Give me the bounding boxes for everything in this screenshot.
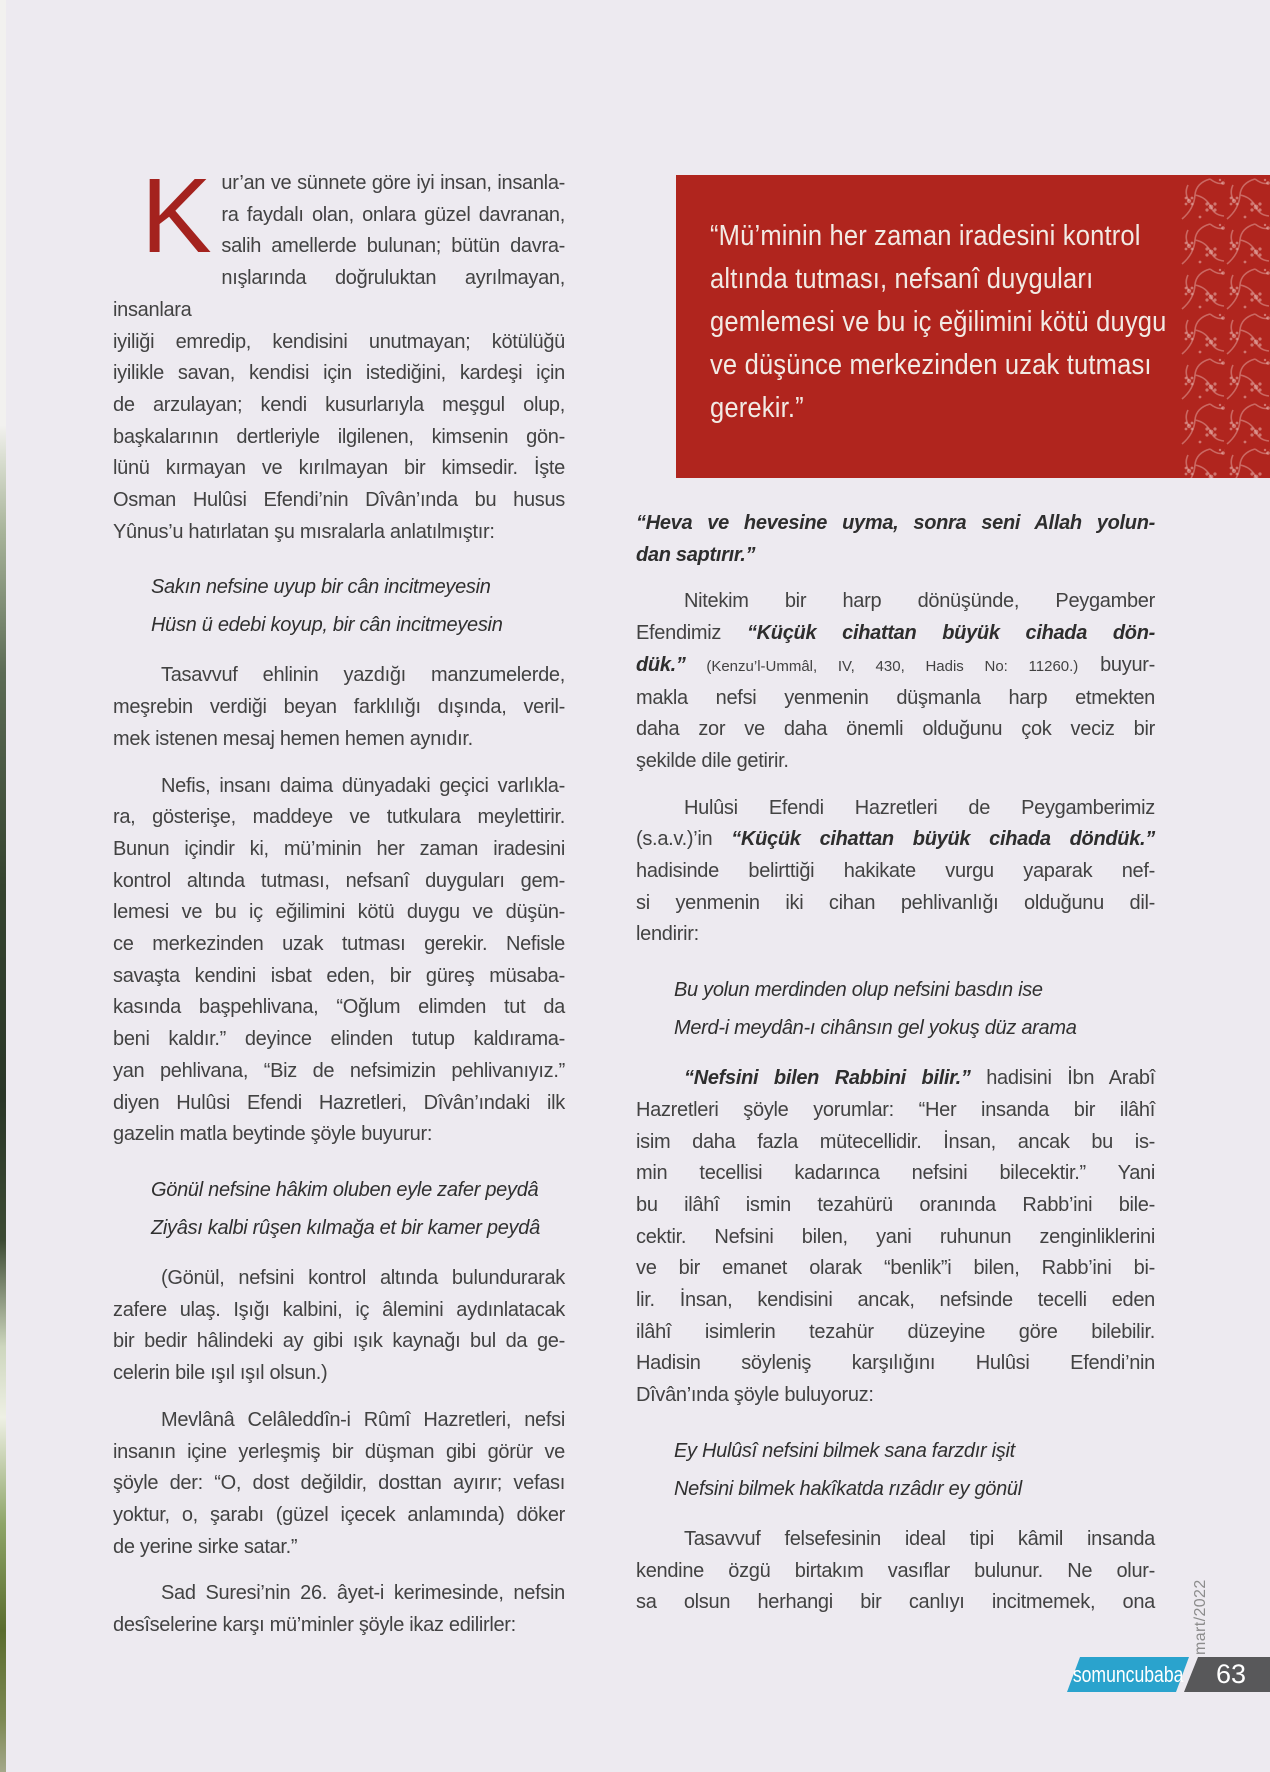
text-segment: dan saptırır.” [636, 543, 756, 566]
text-line: beni kaldır.” deyince elinden tutup kaldırama- [113, 1028, 565, 1051]
text-line: sa olsun herhangi bir canlıyı incitmemek, ona [636, 1591, 1155, 1614]
text-line: ra, gösterişe, maddeye ve tutkulara meylettirir. [113, 806, 565, 829]
text-line: Hadisin söyleniş karşılığını Hulûsi Efendi’nin [636, 1352, 1155, 1375]
text-line: lir. İnsan, kendisini ancak, nefsinde tecelli eden [636, 1289, 1155, 1312]
text-line: başkalarının dertleriyle ilgilenen, kimsenin gön- [113, 425, 565, 448]
text-line: de yerine sirke satar.” [113, 1535, 298, 1558]
text-line: Bunun içindir ki, mü’minin her zaman iradesini [113, 837, 565, 860]
text-line: yoktur, o, şarabı (güzel içecek anlamında) döker [113, 1503, 565, 1526]
text-line: Gönül nefsine hâkim oluben eyle zafer peydâ [151, 1178, 539, 1201]
text-line: savaşta kendini isbat eden, bir güreş müsaba- [113, 964, 565, 987]
text-segment: hadisini İbn Arabî [970, 1067, 1155, 1090]
pull-quote-line: gemlemesi ve bu iç eğilimini kötü duygu [710, 306, 1167, 338]
text-line: lünü kırmayan ve kırılmayan bir kimsedir. İşte [113, 457, 565, 480]
text-segment: “Küçük cihattan büyük cihada dön- [746, 622, 1156, 645]
text-line: Osman Hulûsi Efendi’nin Dîvân’ında bu husus [113, 489, 565, 512]
text-segment: “Nefsini bilen Rabbini bilir.” [684, 1067, 971, 1090]
text-line: mek istenen mesaj hemen hemen aynıdır. [113, 727, 473, 750]
text-line [636, 824, 1155, 856]
text-line: Tasavvuf ehlinin yazdığı manzumelerde, [161, 664, 565, 687]
text-line: Ziyâsı kalbi rûşen kılmağa et bir kamer peydâ [151, 1216, 540, 1239]
text-line: diyen Hulûsi Efendi Hazretleri, Dîvân’ındaki ilk [113, 1091, 565, 1114]
pull-quote-box [676, 175, 1270, 478]
text-line: Nefis, insanı daima dünyadaki geçici varlıkla- [161, 774, 565, 797]
brand-badge-label [1067, 1657, 1189, 1692]
pull-quote-line: ve düşünce merkezinden uzak tutması [710, 349, 1152, 381]
text-line: Nefsini bilmek hakîkatda rızâdır ey gönül [674, 1477, 1022, 1500]
text-segment: (Kenzu’l-Ummâl, IV, 430, Hadis No: 11260.) [685, 657, 1079, 675]
text-line: bu ilâhî ismin tezahürü oranında Rabb’ini bile- [636, 1193, 1155, 1216]
text-line: kasında başpehlivana, “Oğlum elimden tut da [113, 996, 565, 1019]
page-edge-photo-sliver [0, 0, 6, 1772]
text-line: Nitekim bir harp dönüşünde, Peygamber [684, 590, 1155, 613]
text-line: Bu yolun merdinden olup nefsini basdın ise [674, 979, 1043, 1002]
text-line: meşrebin verdiği beyan farklılığı dışında, veril- [113, 696, 565, 719]
text-line: lendirir: [636, 923, 699, 946]
pull-quote-text [710, 215, 1190, 430]
text-line: si yenmenin iki cihan pehlivanlığı olduğunu dil- [636, 891, 1155, 914]
pull-quote-line: gerekir.” [710, 392, 804, 424]
text-line: Ey Hulûsî nefsini bilmek sana farzdır işit [674, 1439, 1015, 1462]
paragraph [636, 793, 1155, 952]
text-line: ve bir emanet olarak “benlik”i bilen, Rabb’ini bi- [636, 1257, 1155, 1280]
text-line: şöyle der: “O, dost değildir, dosttan ayırır; vefası [113, 1472, 565, 1495]
text-line [636, 508, 1155, 540]
paragraph [636, 508, 1155, 571]
text-line [636, 650, 1155, 683]
text-line: bir bedir hâlindeki ay gibi ışık kaynağı bul da ge- [113, 1330, 565, 1353]
poem-couplet [674, 1432, 1155, 1508]
floral-pattern [1180, 175, 1270, 478]
paragraph [113, 1263, 565, 1390]
issue-date-label: mart/2022 [1192, 1579, 1209, 1655]
text-line: gazelin matla beytinde şöyle buyurur: [113, 1123, 433, 1146]
text-line: Merd-i meydân-ı cihânsın gel yokuş düz arama [674, 1017, 1077, 1040]
text-line: hadisinde belirttiği hakikate vurgu yaparak nef- [636, 860, 1155, 883]
text-line [636, 1063, 1155, 1095]
text-segment: buyur- [1078, 653, 1155, 676]
drop-cap: K [141, 157, 212, 275]
text-line: de arzulayan; kendi kusurlarıyla meşgul olup, [113, 393, 565, 416]
text-line: Yûnus’u hatırlatan şu mısralarla anlatılmıştır: [113, 520, 495, 543]
text-line: cektir. Nefsini bilen, yani ruhunun zenginliklerini [636, 1225, 1155, 1248]
text-line: ilâhî isimlerin tezahür düzeyine göre bilebilir. [636, 1320, 1155, 1343]
magazine-title: somuncubaba [1072, 1661, 1184, 1687]
text-line: salih amellerde bulunan; bütün davra- [221, 235, 565, 258]
paragraph [636, 1524, 1155, 1619]
text-line: Hazretleri şöyle yorumlar: “Her insanda bir ilâhî [636, 1098, 1155, 1121]
poem-couplet [151, 1171, 565, 1247]
page-number: 63 [1215, 1659, 1247, 1689]
text-line: Mevlânâ Celâleddîn-i Rûmî Hazretleri, nefsi [161, 1408, 565, 1431]
paragraph [113, 771, 565, 1151]
poem-couplet [151, 568, 565, 644]
text-segment: dük.” [636, 653, 686, 676]
text-line: Tasavvuf felsefesinin ideal tipi kâmil insanda [684, 1527, 1155, 1550]
text-line: yan pehlivana, “Biz de nefsimizin pehlivanıyız.” [113, 1059, 565, 1082]
text-line: zafere ulaş. Işığı kalbini, iç âlemini aydınlatacak [113, 1298, 565, 1321]
article-column-left [113, 157, 565, 1657]
text-line: ur’an ve sünnete göre iyi insan, insanla- [221, 172, 565, 194]
text-line: ra faydalı olan, onlara güzel davranan, [221, 203, 565, 226]
text-line: kendine özgü birtakım vasıflar bulunur. Ne olur- [636, 1559, 1155, 1582]
text-segment: Efendimiz [636, 622, 747, 645]
text-line: desîselerine karşı mü’minler şöyle ikaz edilirler: [113, 1614, 516, 1637]
text-line: celerin bile ışıl ışıl olsun.) [113, 1362, 328, 1385]
paragraph [113, 660, 565, 755]
text-segment: “Küçük cihattan büyük cihada döndük.” [731, 828, 1155, 851]
pull-quote-line: altında tutması, nefsanî duyguları [710, 263, 1094, 295]
text-line: kontrol altında tutması, nefsanî duyguları gem- [113, 869, 565, 892]
text-line [636, 540, 1155, 572]
text-line: insanın içine yerleşmiş bir düşman gibi görür ve [113, 1440, 565, 1463]
pull-quote-line: “Mü’minin her zaman iradesini kontrol [710, 220, 1141, 252]
paragraph [113, 157, 565, 548]
text-line: Hulûsi Efendi Hazretleri de Peygamberimiz [684, 796, 1155, 819]
poem-couplet [674, 971, 1155, 1047]
paragraph [113, 1578, 565, 1641]
paragraph [636, 1063, 1155, 1412]
text-line: şekilde dile getirir. [636, 749, 789, 772]
text-segment: (s.a.v.)’in [636, 828, 732, 851]
text-line: Sakın nefsine uyup bir cân incitmeyesin [151, 576, 491, 599]
text-line [636, 618, 1155, 650]
text-line: Dîvân’ında şöyle buluyoruz: [636, 1384, 874, 1407]
text-line: iyilikle savan, kendisi için istediğini, kardeşi için [113, 362, 565, 385]
paragraph [113, 1405, 565, 1564]
text-line: daha zor ve daha önemli olduğunu çok veciz bir [636, 718, 1155, 741]
text-line: iyiliği emredip, kendisini unutmayan; kötülüğü [113, 330, 565, 353]
page-number-badge [1184, 1657, 1270, 1692]
paragraph [636, 586, 1155, 777]
text-line: ce merkezinden uzak tutması gerekir. Nefisle [113, 933, 565, 956]
article-column-right [636, 508, 1155, 1634]
text-line: min tecellisi kadarınca nefsini bilecektir.” Yani [636, 1162, 1155, 1185]
text-line: Sad Suresi’nin 26. âyet-i kerimesinde, nefsin [161, 1582, 565, 1605]
text-line: nışlarında doğruluktan ayrılmayan, insanlara [113, 267, 565, 321]
brand-badge [1067, 1657, 1189, 1692]
text-line: makla nefsi yenmenin düşmanla harp etmekten [636, 686, 1155, 709]
text-line: lemesi ve bu iç eğilimini kötü duygu ve düşün- [113, 901, 565, 924]
text-line: Hüsn ü edebi koyup, bir cân incitmeyesin [151, 614, 503, 637]
text-line: (Gönül, nefsini kontrol altında bulundurarak [161, 1266, 565, 1289]
text-segment: “Heva ve hevesine uyma, sonra seni Allah yolun- [636, 512, 1155, 534]
text-line: isim daha fazla mütecellidir. İnsan, ancak bu is- [636, 1130, 1155, 1153]
